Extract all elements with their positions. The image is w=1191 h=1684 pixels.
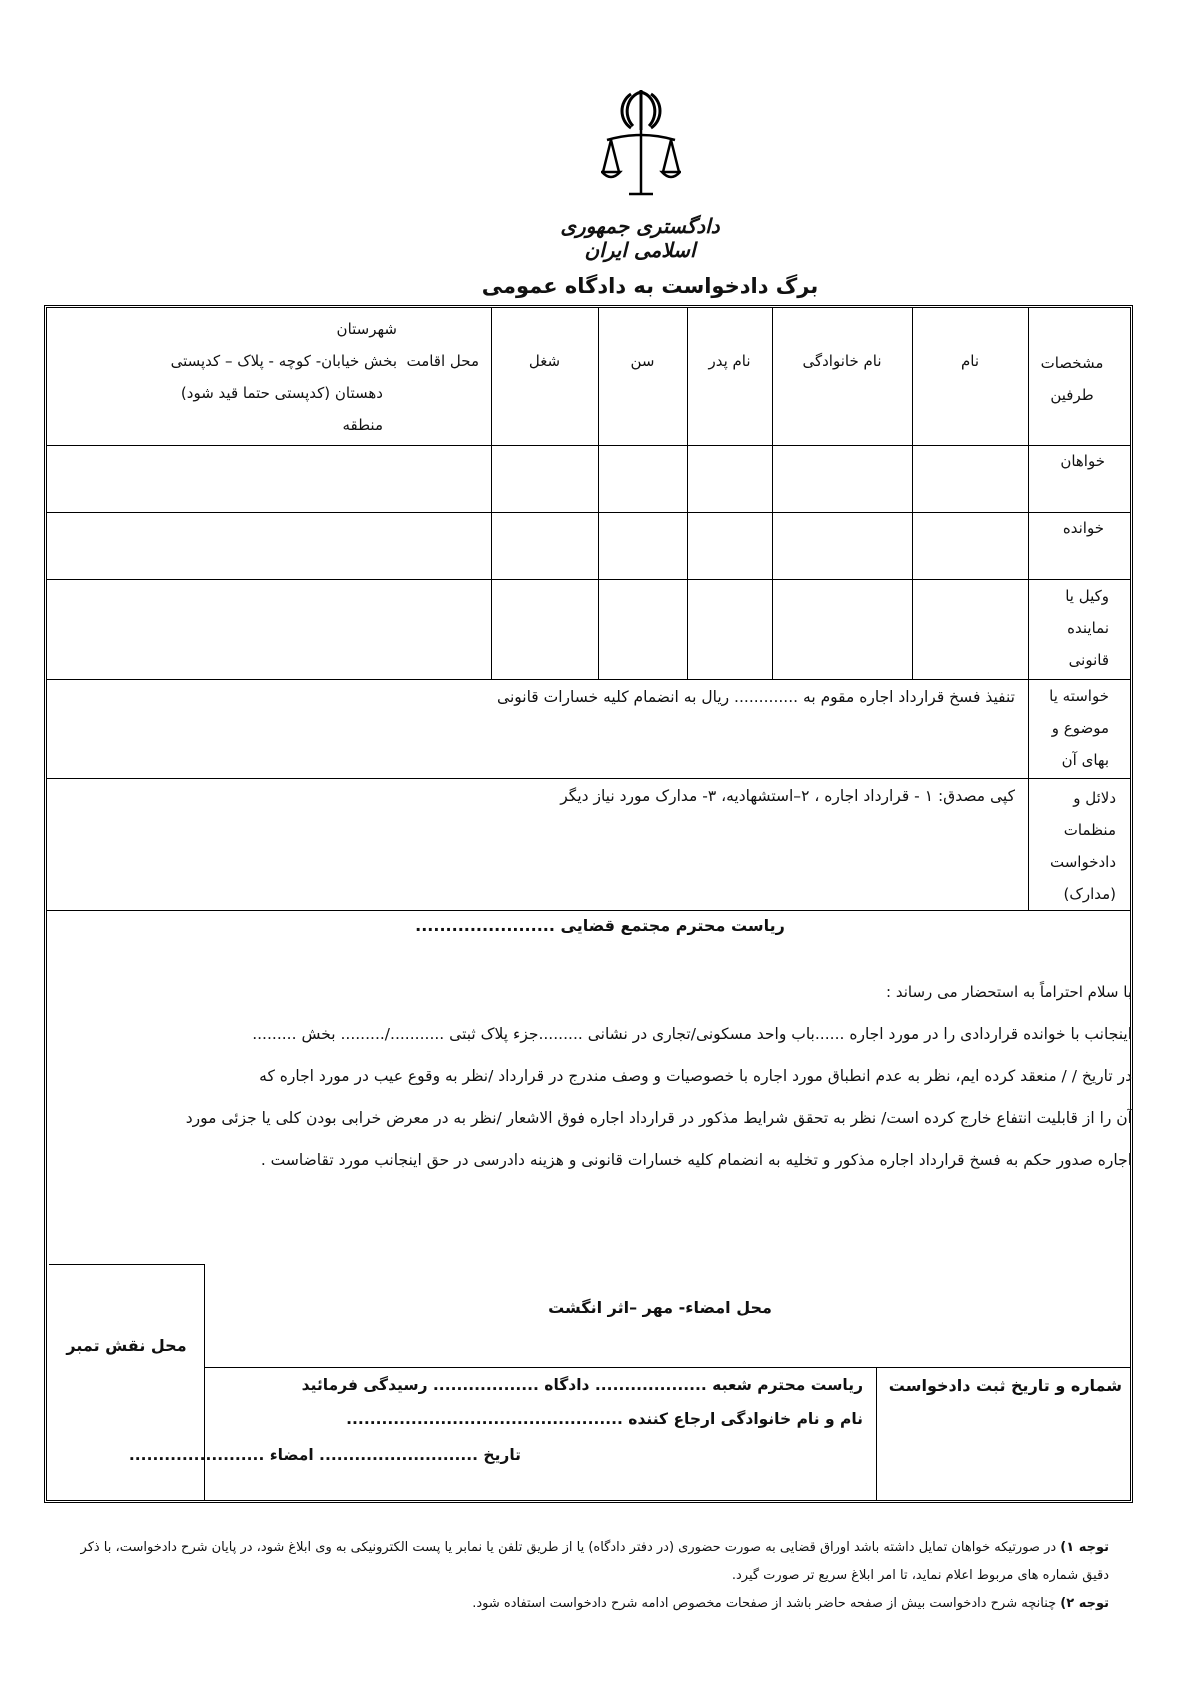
rule bbox=[47, 512, 1130, 513]
rule bbox=[47, 445, 1130, 446]
petition-line-3: آن را از قابلیت انتفاع خارج کرده است/ نظر به تحقق شرایط مذکور در قرارداد اجاره فوق الاشعار /نظر به در معرض خرابی بودن کلی یا جزئی مورد bbox=[185, 1109, 1132, 1127]
evidence-text: کپی مصدق: ۱ - قرارداد اجاره ، ۲–استشهادیه، ۳- مدارک مورد نیاز دیگر bbox=[560, 787, 1015, 805]
row-lawyer: وکیل یا نماینده قانونی bbox=[1065, 587, 1109, 669]
rule bbox=[49, 1264, 204, 1265]
rule bbox=[204, 1367, 1130, 1368]
claim-text: تنفیذ فسخ قرارداد اجاره مقوم به ............. ریال به انضمام کلیه خسارات قانونی bbox=[497, 688, 1015, 706]
judiciary-emblem-icon bbox=[601, 86, 681, 198]
registration-line-2: نام و نام خانوادگی ارجاع کننده ............................................... bbox=[346, 1410, 863, 1428]
registration-line-1: ریاست محترم شعبه ................... دادگاه .................. رسیدگی فرمائید bbox=[301, 1376, 863, 1394]
form-frame bbox=[44, 305, 1133, 1503]
header-job: شغل bbox=[528, 352, 561, 370]
petition-line-4: اجاره صدور حکم به فسخ قرارداد اجاره مذکور و تخلیه به انضمام کلیه خسارات قانونی و هزینه دادرسی در حق اینجانب مورد تقاضاست . bbox=[260, 1151, 1132, 1169]
address-line-2: بخش خیابان- کوچه - پلاک – کدپستی bbox=[170, 352, 397, 370]
column-rule bbox=[204, 1264, 205, 1500]
address-line-4: منطقه bbox=[342, 416, 383, 434]
address-line-3: دهستان (کدپستی حتما قید شود) bbox=[180, 384, 383, 402]
note-2-label: توجه ۲) bbox=[1060, 1596, 1109, 1611]
registration-line-3: تاریخ ........................... امضاء ....................... bbox=[128, 1446, 521, 1464]
evidence-label: دلائل و منظمات دادخواست (مدارک) bbox=[1049, 789, 1116, 903]
note-2 bbox=[79, 1590, 1109, 1618]
claim-label: خواسته یا موضوع و بهای آن bbox=[1049, 687, 1109, 769]
header-family: نام خانوادگی bbox=[802, 352, 882, 370]
petition-line-1: اینجانب با خوانده قراردادی را در مورد اجاره ......باب واحد مسکونی/تجاری در نشانی .........جزء پلاک ثبتی .........../......... بخش ......... bbox=[252, 1025, 1132, 1043]
note-1-text: در صورتیکه خواهان تمایل داشته باشد اوراق قضایی به صورت حضوری (در دفتر دادگاه) یا از طریق تلفن یا نمابر یا پست الکترونیکی به وی ابلاغ شود، در پایان شرح دادخواست، با ذکر دقیق شماره های مربوط اعلام نماید، تا امر ابلاغ سریع تر صورت گیرد. bbox=[80, 1540, 1109, 1583]
organization-name: دادگستری جمهوری اسلامی ایران bbox=[560, 214, 720, 262]
petition-greeting: با سلام احتراماً به استحضار می رساند : bbox=[886, 983, 1132, 1001]
signature-place: محل امضاء- مهر –اثر انگشت bbox=[548, 1298, 772, 1317]
stamp-place: محل نقش تمبر bbox=[66, 1336, 187, 1355]
petition-heading: ریاست محترم مجتمع قضایی ....................... bbox=[415, 916, 785, 935]
rule bbox=[47, 679, 1130, 680]
header-residence: محل اقامت bbox=[406, 352, 479, 370]
rule bbox=[47, 579, 1130, 580]
column-rule bbox=[876, 1367, 877, 1500]
registration-label: شماره و تاریخ ثبت دادخواست bbox=[888, 1376, 1122, 1395]
header-name: نام bbox=[960, 352, 980, 370]
row-defendant: خوانده bbox=[1062, 519, 1104, 537]
note-1 bbox=[79, 1534, 1109, 1590]
note-1-label: توجه ۱) bbox=[1060, 1540, 1109, 1555]
row-plaintiff: خواهان bbox=[1060, 452, 1105, 470]
address-line-1: شهرستان bbox=[336, 320, 397, 338]
header-father: نام پدر bbox=[708, 352, 751, 370]
form-title: برگ دادخواست به دادگاه عمومی bbox=[481, 274, 819, 298]
header-age: سن bbox=[630, 352, 655, 370]
note-2-text: چنانچه شرح دادخواست بیش از صفحه حاضر باشد از صفحات مخصوص ادامه شرح دادخواست استفاده شود. bbox=[472, 1596, 1061, 1611]
rule bbox=[47, 778, 1130, 779]
petition-line-2: در تاریخ / / منعقد کرده ایم، نظر به عدم انطباق مورد اجاره با خصوصیات و وصف مندرج در قرارداد /نظر به وقوع عیب در مورد اجاره که bbox=[259, 1067, 1132, 1085]
rule bbox=[47, 910, 1130, 911]
header-spec: مشخصات طرفین bbox=[1040, 354, 1104, 404]
